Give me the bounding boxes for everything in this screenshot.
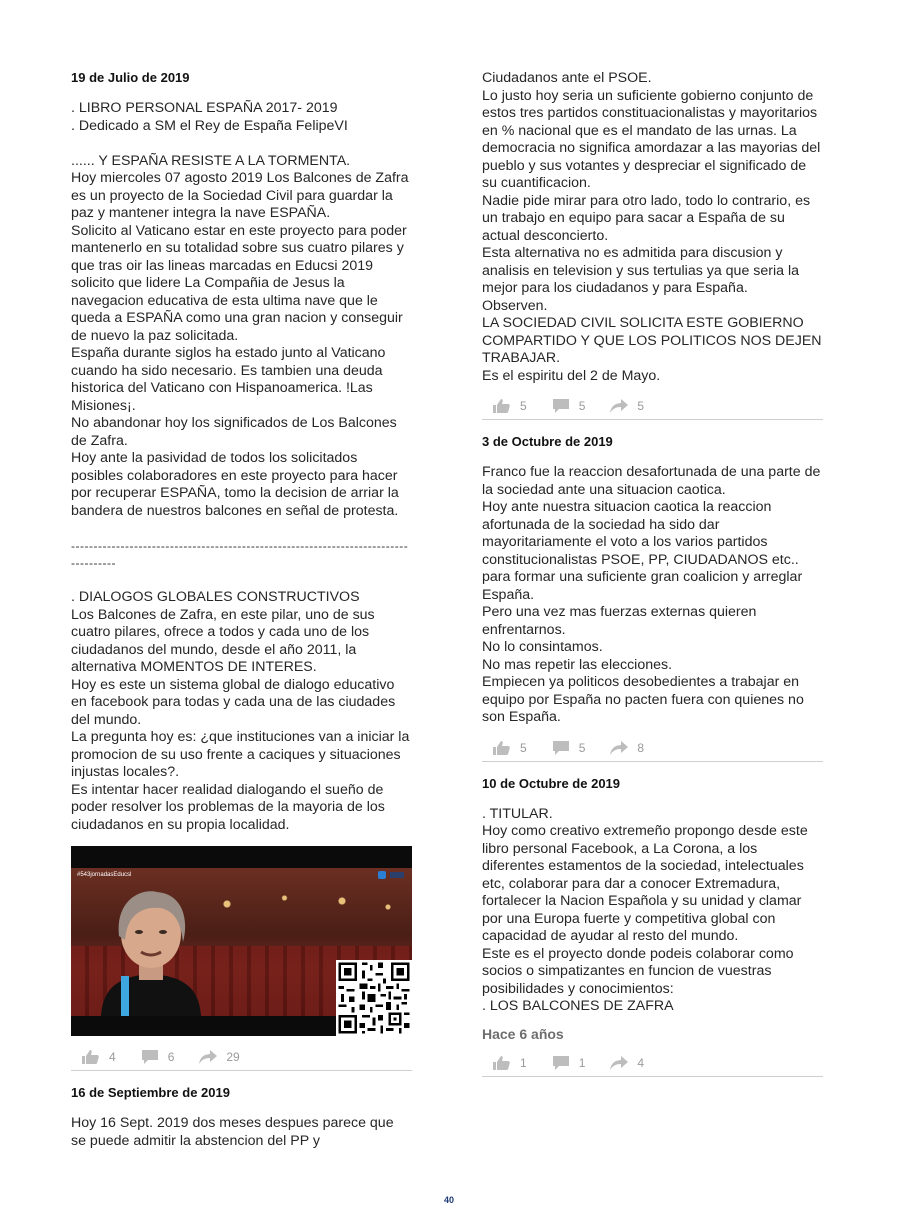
paragraph-gap	[71, 520, 412, 538]
paragraph: ...... Y ESPAÑA RESISTE A LA TORMENTA.	[71, 152, 351, 169]
like-count[interactable]	[492, 1055, 527, 1071]
paragraph: Hoy es este un sistema global de dialogo educativo en facebook para todas y cada una de las ciudades del mundo.	[71, 676, 396, 728]
share-value: 5	[637, 399, 645, 413]
post-body	[482, 464, 823, 727]
paragraph: Es el espiritu del 2 de Mayo.	[482, 367, 661, 384]
comment-count[interactable]	[140, 1049, 175, 1065]
like-value: 5	[520, 399, 527, 413]
like-value: 4	[109, 1050, 116, 1064]
paragraph: Pero una vez mas fuerzas externas quieren enfrentarnos.	[482, 604, 757, 638]
paragraph: . DIALOGOS GLOBALES CONSTRUCTIVOS	[71, 589, 360, 605]
video-hashtag: #543jornadasEducsl	[77, 872, 132, 878]
paragraph: Es intentar hacer realidad dialogando el sueño de poder resolver los problemas de la mayoria de los ciudadanos en su propia localidad.	[71, 781, 385, 833]
paragraph: Hoy como creativo extremeño propongo desde este libro personal Facebook, a La Corona, a los diferentes estamentos de la sociedad, intelectuales etc, colaborar para dar a conocer Extremadura, fortalecer la Nacion Española y su unidad y clamar por una Europa fuerte y competitiva global con capacidad de ayudar al resto del mundo.	[482, 823, 808, 944]
like-count[interactable]	[81, 1049, 116, 1065]
post-body-continued	[71, 572, 412, 835]
paragraph-gap	[71, 572, 412, 590]
paragraph: Hoy 16 Sept. 2019 dos meses despues parece que se puede admitir la abstencion del PP y	[71, 1115, 394, 1149]
share-count[interactable]	[198, 1049, 239, 1065]
paragraph: Ciudadanos ante el PSOE.	[482, 70, 652, 86]
qr-code[interactable]	[336, 960, 412, 1036]
post-date: 10 de Octubre de 2019	[482, 775, 621, 791]
share-value: 8	[637, 740, 645, 755]
share-value: 29	[226, 1050, 240, 1064]
reactions-bar	[71, 1044, 412, 1071]
speaker-portrait	[91, 876, 211, 1016]
paragraph: Esta alternativa no es admitida para discusion y analisis en television y sus tertulias ya que seria la mejor para los ciudadanos y para España.	[482, 245, 800, 296]
reactions-bar	[482, 393, 823, 420]
paragraph: Franco fue la reaccion desafortunada de una parte de la sociedad ante una situacion caotica.	[482, 464, 821, 498]
paragraph: No lo consintamos.	[482, 639, 603, 655]
paragraph: No mas repetir las elecciones.	[482, 656, 673, 673]
paragraph: Hoy miercoles 07 agosto 2019 Los Balcones de Zafra es un proyecto de la Sociedad Civil para guardar la paz y mantener integra la nave ESPAÑA.	[71, 170, 409, 221]
paragraph: Hoy ante nuestra situacion caotica la reaccion afortunada de la sociedad ha sido dar mayoritariamente el voto a los varios partidos constitucionalistas PSOE, PP, CIUDADANOS etc.. para formar una suficiente gran coalicion y arreglar España.	[482, 499, 803, 603]
comment-value: 1	[578, 1055, 586, 1070]
comment-value: 6	[167, 1050, 175, 1064]
right-column	[482, 70, 823, 1091]
post-timestamp: Hace 6 años	[482, 1025, 564, 1042]
like-count[interactable]	[492, 740, 527, 756]
comment-icon	[140, 1049, 160, 1065]
paragraph: Nadie pide mirar para otro lado, todo lo contrario, es un trabajo en equipo para sacar a España de su actual desconcierto.	[482, 192, 811, 244]
paragraph: España durante siglos ha estado junto al Vaticano cuando ha sido necesario. Es tambien una deuda historica del Vaticano con Hispanoamerica. !Las Misiones¡.	[71, 345, 386, 414]
paragraph-gap	[71, 135, 412, 153]
post-body	[71, 100, 412, 538]
reactions-bar	[482, 735, 823, 762]
left-column	[71, 70, 412, 1150]
comment-icon	[551, 1055, 571, 1071]
thumbs-up-icon	[492, 398, 512, 414]
post-body	[482, 806, 823, 1016]
share-icon	[609, 398, 629, 414]
thumbs-up-icon	[492, 1055, 512, 1071]
share-value: 4	[637, 1055, 645, 1070]
thumbs-up-icon	[492, 740, 512, 756]
page-number: 40	[443, 1195, 454, 1205]
comment-count[interactable]	[551, 1055, 586, 1071]
like-count[interactable]	[492, 398, 527, 414]
comment-count[interactable]	[551, 740, 586, 756]
paragraph: No abandonar hoy los significados de Los Balcones de Zafra.	[71, 415, 397, 449]
paragraph: Solicito al Vaticano estar en este proyecto para poder mantenerlo en su totalidad sobre sus cuatro pilares y que tras oir las lineas marcadas en Educsi 2019 solicito que lidere La Compañia de Jesus la navegacion educativa de esta ultima nave que le queda a ESPAÑA como una gran nacion y conseguir de nuevo la paz solicitada.	[71, 222, 407, 344]
post-body-continued	[482, 70, 823, 385]
video-logo-icon	[378, 870, 404, 880]
separator-dashes: -------------------------------------------------------------------------------------	[71, 538, 409, 570]
paragraph: LA SOCIEDAD CIVIL SOLICITA ESTE GOBIERNO COMPARTIDO Y QUE LOS POLITICOS NOS DEJEN TRABAJAR.	[482, 315, 822, 366]
share-count[interactable]	[609, 1055, 644, 1071]
paragraph: La pregunta hoy es: ¿que instituciones van a iniciar la promocion de su uso frente a caciques y situaciones injustas locales?.	[71, 729, 410, 780]
share-icon	[198, 1049, 218, 1065]
comment-icon	[551, 740, 571, 756]
paragraph: . TITULAR.	[482, 805, 553, 822]
post-date: 3 de Octubre de 2019	[482, 434, 613, 449]
thumbs-up-icon	[81, 1049, 101, 1065]
post-date: 19 de Julio de 2019	[71, 70, 190, 85]
paragraph: . LOS BALCONES DE ZAFRA	[482, 998, 674, 1014]
paragraph: Este es el proyecto donde podeis colaborar como socios o simpatizantes en funcion de vuestras posibilidades y conocimientos:	[482, 945, 794, 997]
share-icon	[609, 740, 629, 756]
theater-lights	[181, 880, 411, 940]
like-value: 1	[520, 1055, 527, 1070]
comment-value: 5	[578, 740, 586, 755]
paragraph: Los Balcones de Zafra, en este pilar, uno de sus cuatro pilares, ofrece a todos y cada uno de los ciudadanos del mundo, desde el año 2011, la alternativa MOMENTOS DE INTERES.	[71, 606, 375, 675]
comment-value: 5	[578, 399, 586, 413]
share-count[interactable]	[609, 740, 644, 756]
video-thumbnail[interactable]	[71, 846, 412, 1036]
comment-icon	[551, 398, 571, 414]
paragraph: Lo justo hoy seria un suficiente gobierno conjunto de estos tres partidos constituacionalistas y mayoritarios en % nacional que es el mandato de las urnas. La democracia no significa amordazar a las mayorias del pueblo y sus votantes y despreciar el significado de su cuantificacion.	[482, 87, 821, 191]
paragraph: Empiecen ya politicos desobedientes a trabajar en equipo por España no pacten fuera con quienes no son España.	[482, 674, 804, 725]
like-value: 5	[520, 740, 527, 755]
paragraph: . LIBRO PERSONAL ESPAÑA 2017- 2019	[71, 100, 338, 116]
post-date: 16 de Septiembre de 2019	[71, 1085, 230, 1100]
paragraph: Hoy ante la pasividad de todos los solicitados posibles colaboradores en este proyecto para hacer por recuperar ESPAÑA, tomo la decision de arriar la bandera de nuestros balcones en señal de protesta.	[71, 450, 399, 519]
share-count[interactable]	[609, 398, 644, 414]
paragraph: . Dedicado a SM el Rey de España FelipeVI	[71, 117, 348, 134]
share-icon	[609, 1055, 629, 1071]
paragraph: Observen.	[482, 297, 548, 314]
reactions-bar	[482, 1050, 823, 1077]
post-body	[71, 1115, 412, 1150]
comment-count[interactable]	[551, 398, 586, 414]
